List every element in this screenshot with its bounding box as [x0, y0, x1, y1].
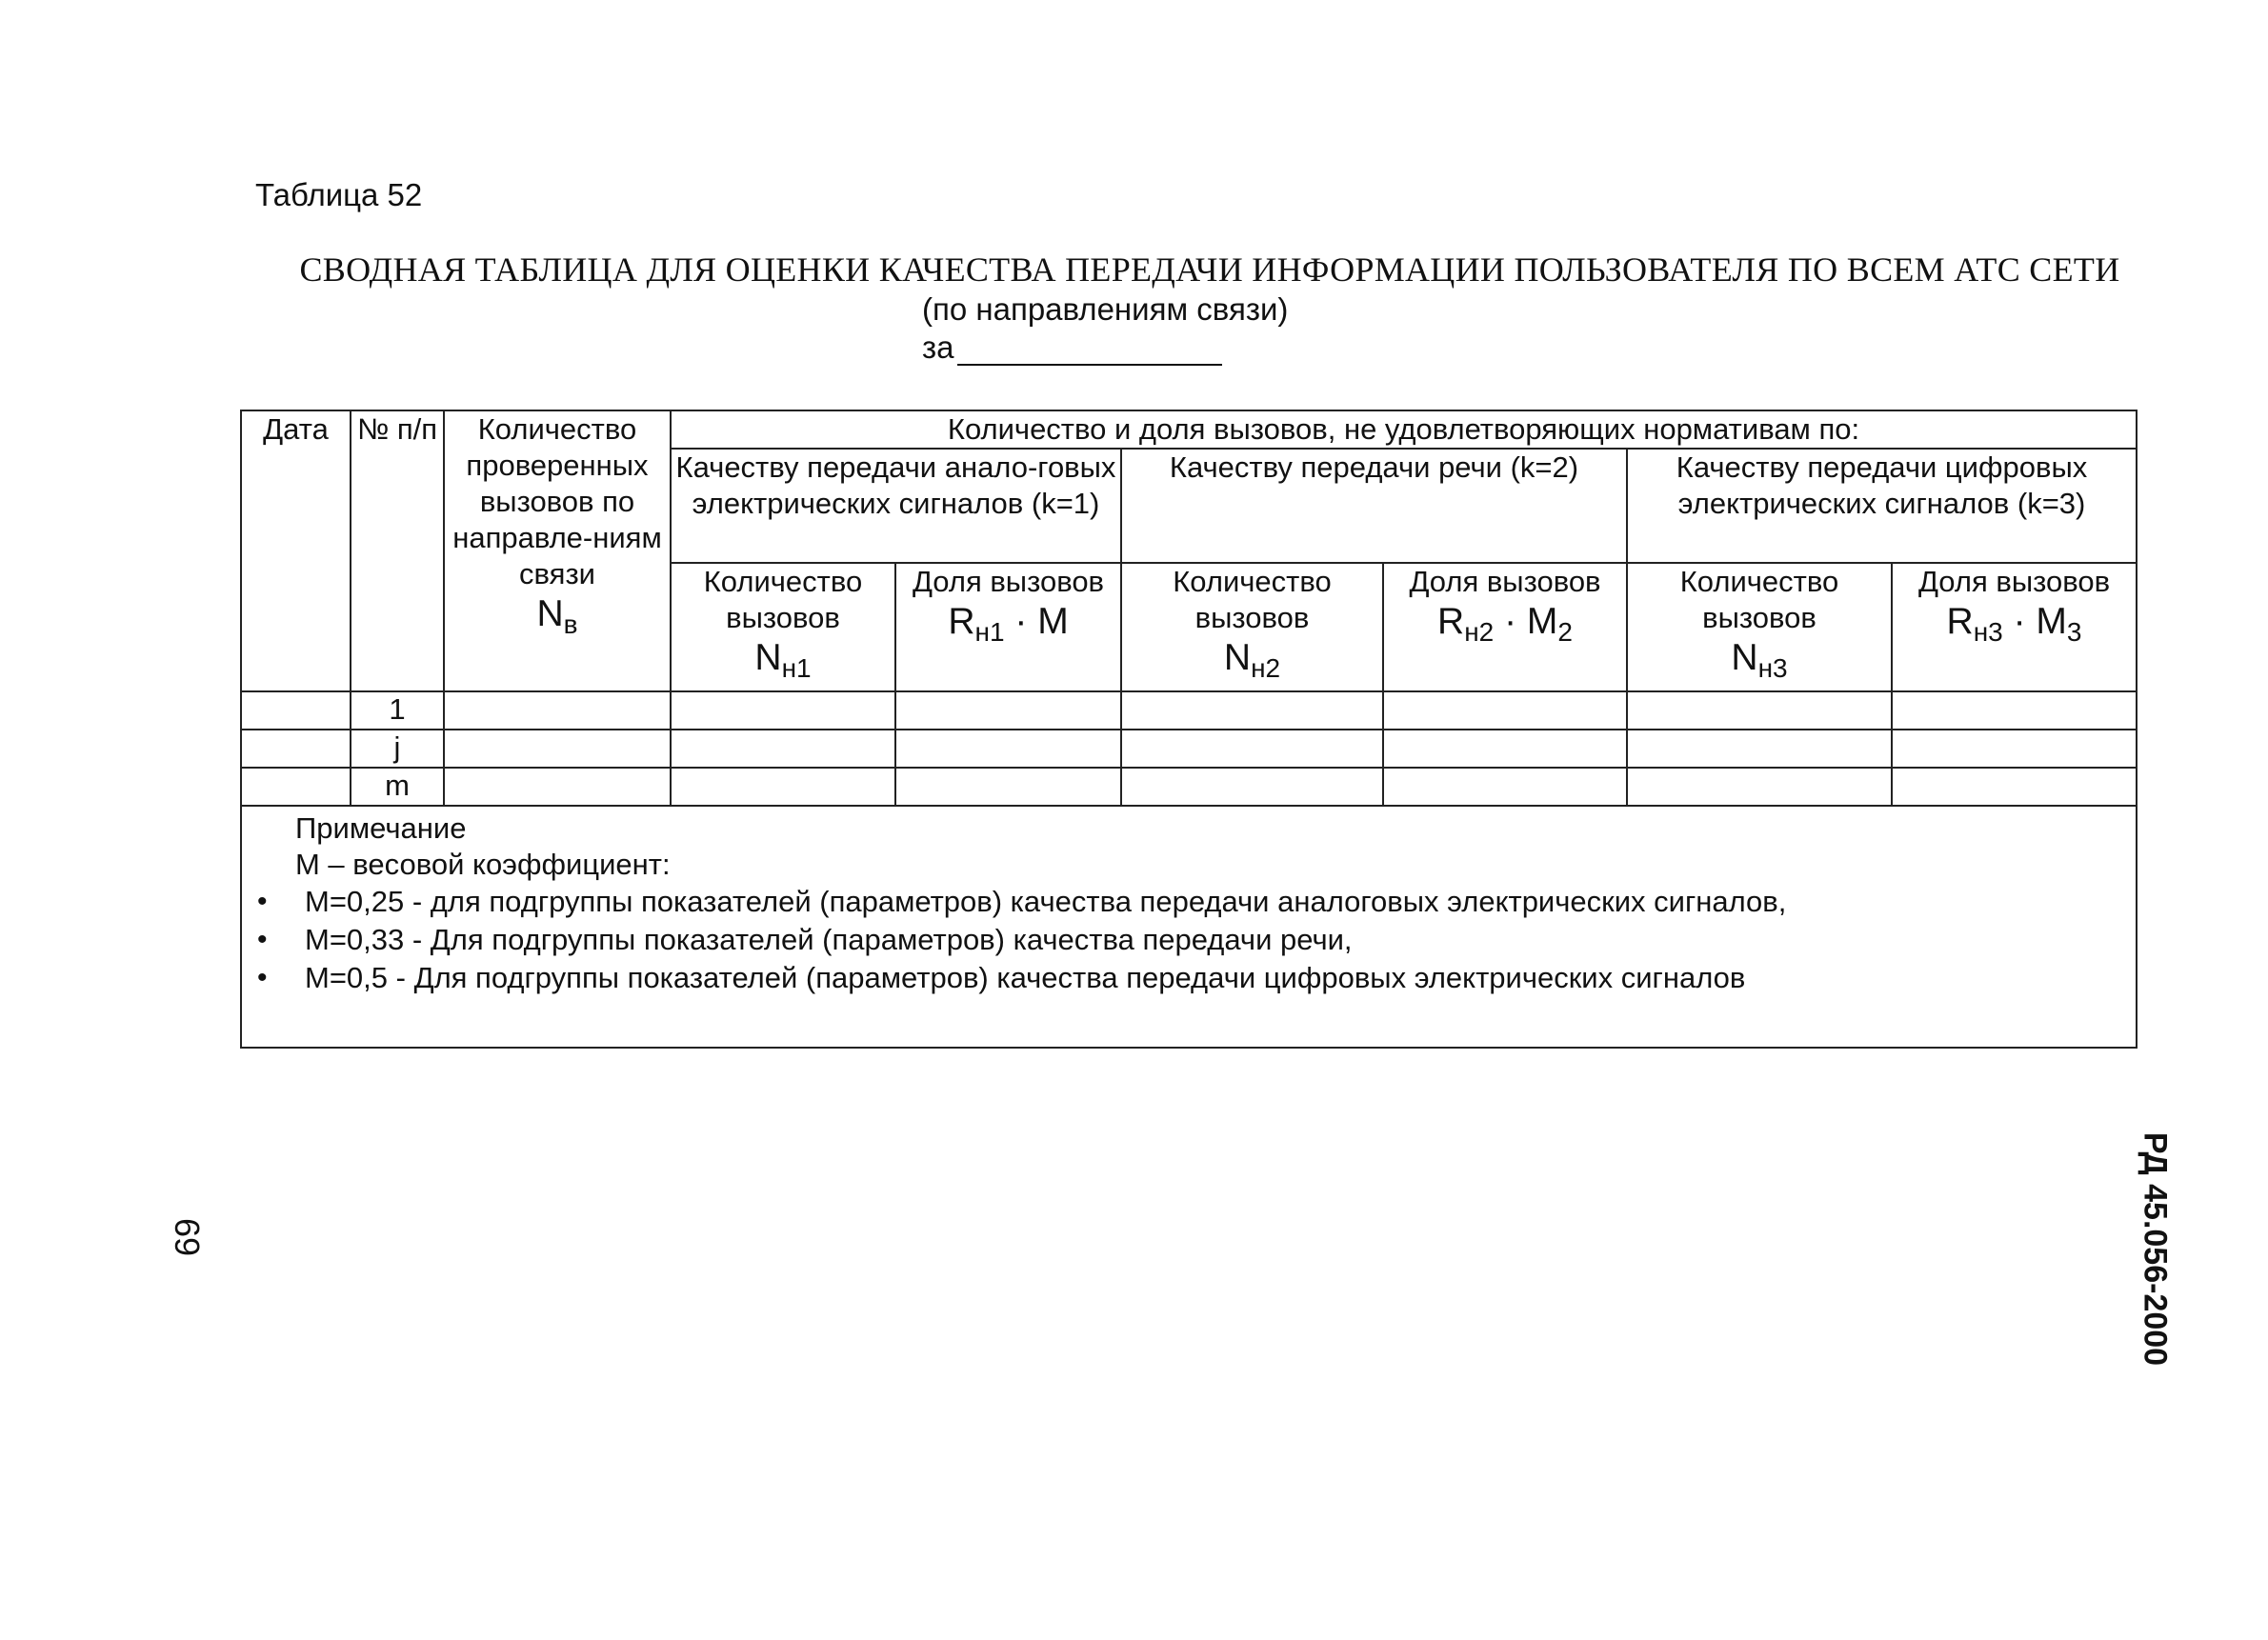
row-index: m	[351, 768, 444, 806]
symbol-nv: $N_в$	[536, 593, 578, 639]
header-group: Количество и доля вызовов, не удовлетворяющих нормативам по:	[671, 410, 2137, 449]
period-line	[922, 330, 1222, 366]
symbol-nn1: $N_{н1}$	[754, 637, 812, 683]
row-index: 1	[351, 691, 444, 730]
header-speech: Качеству передачи речи (k=2)	[1121, 449, 1627, 563]
period-label: за	[922, 330, 954, 365]
row-index: j	[351, 730, 444, 768]
summary-table	[240, 410, 2138, 1049]
symbol-rn3: $R_{н3} \cdot M_3$	[1946, 601, 2082, 647]
header-row-1	[241, 410, 2137, 449]
document-id: РД 45.056-2000	[2137, 1131, 2174, 1367]
symbol-rn1: $R_{н1} \cdot M$	[948, 601, 1069, 647]
period-blank	[957, 335, 1222, 366]
header-share-2: Доля вызовов $R_{н2} \cdot M_2$	[1383, 563, 1627, 691]
header-count-3: Количество вызовов $N_{н3}$	[1627, 563, 1892, 691]
header-count-2: Количество вызовов $N_{н2}$	[1121, 563, 1383, 691]
header-digital: Качеству передачи цифровых электрических сигналов (k=3)	[1627, 449, 2137, 563]
table-row	[241, 730, 2137, 768]
symbol-nn3: $N_{н3}$	[1731, 637, 1788, 683]
list-item: • М=0,25 - для подгруппы показателей (параметров) качества передачи аналоговых электрических сигналов,	[242, 883, 2136, 921]
document-subtitle: (по направлениям связи)	[922, 291, 1289, 327]
table-label: Таблица 52	[255, 177, 423, 212]
note-intro: М – весовой коэффициент:	[295, 848, 671, 881]
note-cell	[241, 806, 2137, 1048]
header-checked-calls	[444, 410, 671, 691]
symbol-nn2: $N_{н2}$	[1223, 637, 1281, 683]
note-heading: Примечание	[295, 811, 467, 845]
table-row	[241, 691, 2137, 730]
table-row	[241, 768, 2137, 806]
list-item: • М=0,33 - Для подгруппы показателей (параметров) качества передачи речи,	[242, 921, 2136, 959]
document-title: СВОДНАЯ ТАБЛИЦА ДЛЯ ОЦЕНКИ КАЧЕСТВА ПЕРЕДАЧИ ИНФОРМАЦИИ ПОЛЬЗОВАТЕЛЯ ПО ВСЕМ АТС СЕТИ	[299, 250, 2120, 289]
header-share-1: Доля вызовов $R_{н1} \cdot M$	[895, 563, 1121, 691]
header-checked-label: Количество проверенных вызовов по направле-ниям связи	[452, 412, 662, 590]
note-row	[241, 806, 2137, 1048]
header-analog: Качеству передачи анало-говых электрических сигналов (k=1)	[671, 449, 1121, 563]
header-share-3: Доля вызовов $R_{н3} \cdot M_3$	[1892, 563, 2137, 691]
header-num-label: № п/п	[356, 412, 438, 446]
symbol-rn2: $R_{н2} \cdot M_2$	[1437, 601, 1573, 647]
header-count-1: Количество вызовов $N_{н1}$	[671, 563, 895, 691]
header-num	[351, 410, 444, 691]
list-item: • М=0,5 - Для подгруппы показателей (параметров) качества передачи цифровых электрических сигналов	[242, 959, 2136, 997]
page-number: 69	[168, 1217, 208, 1257]
header-date: Дата	[241, 410, 351, 691]
note-list	[242, 883, 2136, 997]
